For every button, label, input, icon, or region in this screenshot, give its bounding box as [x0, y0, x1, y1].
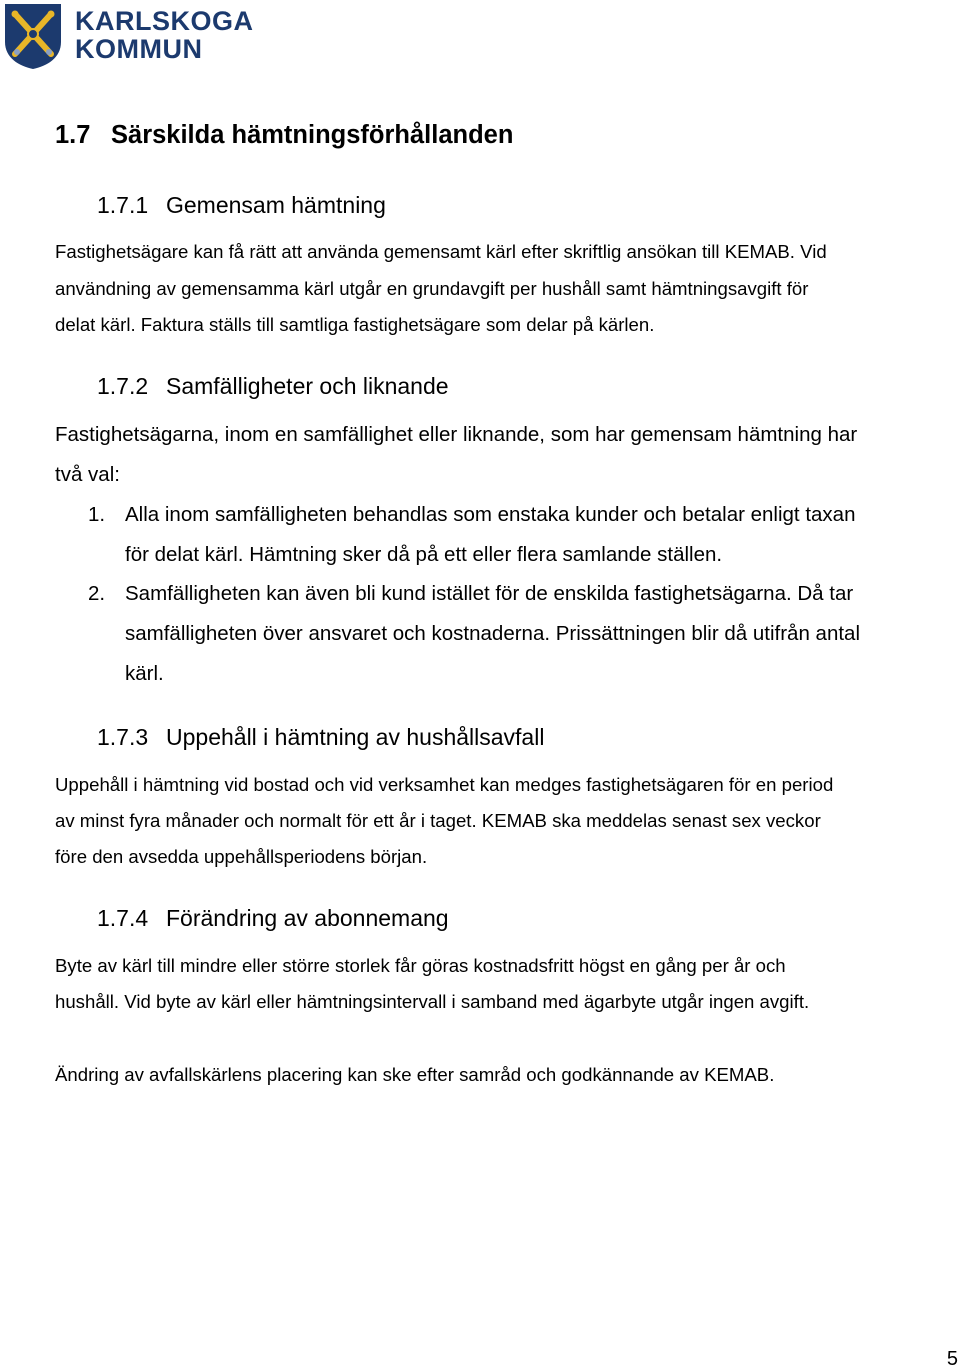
- karlskoga-kommun-logo: [3, 2, 254, 72]
- paragraph-line: användning av gemensamma kärl utgår en grundavgift per hushåll samt hämtningsavgift för: [55, 278, 809, 299]
- subsection-title: Uppehåll i hämtning av hushållsavfall: [166, 724, 545, 750]
- page-number: 5: [946, 1348, 958, 1370]
- list-item-line: för delat kärl. Hämtning sker då på ett eller flera samlande ställen.: [125, 543, 723, 566]
- paragraph-note: Ändring av avfallskärlens placering kan ske efter samråd och godkännande av KEMAB.: [55, 1064, 775, 1085]
- paragraph-line: delat kärl. Faktura ställs till samtliga fastighetsägare som delar på kärlen.: [55, 314, 655, 335]
- subsection-title: Förändring av abonnemang: [166, 905, 449, 931]
- subsection-number: 1.7.1: [97, 192, 149, 218]
- list-item-line: kärl.: [125, 662, 164, 685]
- paragraph-line: Fastighetsägare kan få rätt att använda gemensamt kärl efter skriftlig ansökan till KEMAB. Vid: [55, 241, 827, 262]
- subsection-heading-3: [97, 724, 544, 751]
- paragraph-line: Byte av kärl till mindre eller större storlek får göras kostnadsfritt högst en gång per år och: [55, 955, 786, 976]
- subsection-number: 1.7.3: [97, 724, 149, 750]
- subsection-title: Gemensam hämtning: [166, 192, 386, 218]
- list-item-number: 1.: [88, 503, 106, 526]
- subsection-heading-4: [97, 905, 449, 932]
- paragraph-line: två val:: [55, 463, 120, 486]
- list-item-line: Alla inom samfälligheten behandlas som enstaka kunder och betalar enligt taxan: [125, 503, 856, 526]
- subsection-heading-1: [97, 192, 386, 219]
- list-item-number: 2.: [88, 582, 106, 605]
- paragraph-line: före den avsedda uppehållsperiodens början.: [55, 846, 428, 867]
- section-title: Särskilda hämtningsförhållanden: [111, 121, 514, 149]
- subsection-title: Samfälligheter och liknande: [166, 373, 449, 399]
- subsection-number: 1.7.2: [97, 373, 149, 399]
- list-item-line: Samfälligheten kan även bli kund istället för de enskilda fastighetsägarna. Då tar: [125, 582, 854, 605]
- subsection-heading-2: [97, 373, 449, 400]
- list-item-line: samfälligheten över ansvaret och kostnaderna. Prissättningen blir då utifrån antal: [125, 622, 861, 645]
- paragraph-line: hushåll. Vid byte av kärl eller hämtningsintervall i samband med ägarbyte utgår ingen avgift.: [55, 991, 810, 1012]
- subsection-number: 1.7.4: [97, 905, 149, 931]
- logo-line-1: KARLSKOGA: [75, 6, 254, 36]
- coat-of-arms-icon: [3, 2, 63, 70]
- section-heading: [55, 121, 513, 150]
- paragraph-line: Uppehåll i hämtning vid bostad och vid verksamhet kan medges fastighetsägaren för en period: [55, 774, 834, 795]
- section-number: 1.7: [55, 121, 91, 149]
- paragraph-line: Fastighetsägarna, inom en samfällighet eller liknande, som har gemensam hämtning har: [55, 423, 858, 446]
- logo-wordmark: [75, 7, 254, 63]
- paragraph-line: av minst fyra månader och normalt för ett år i taget. KEMAB ska meddelas senast sex veckor: [55, 810, 821, 831]
- logo-line-2: KOMMUN: [75, 34, 203, 64]
